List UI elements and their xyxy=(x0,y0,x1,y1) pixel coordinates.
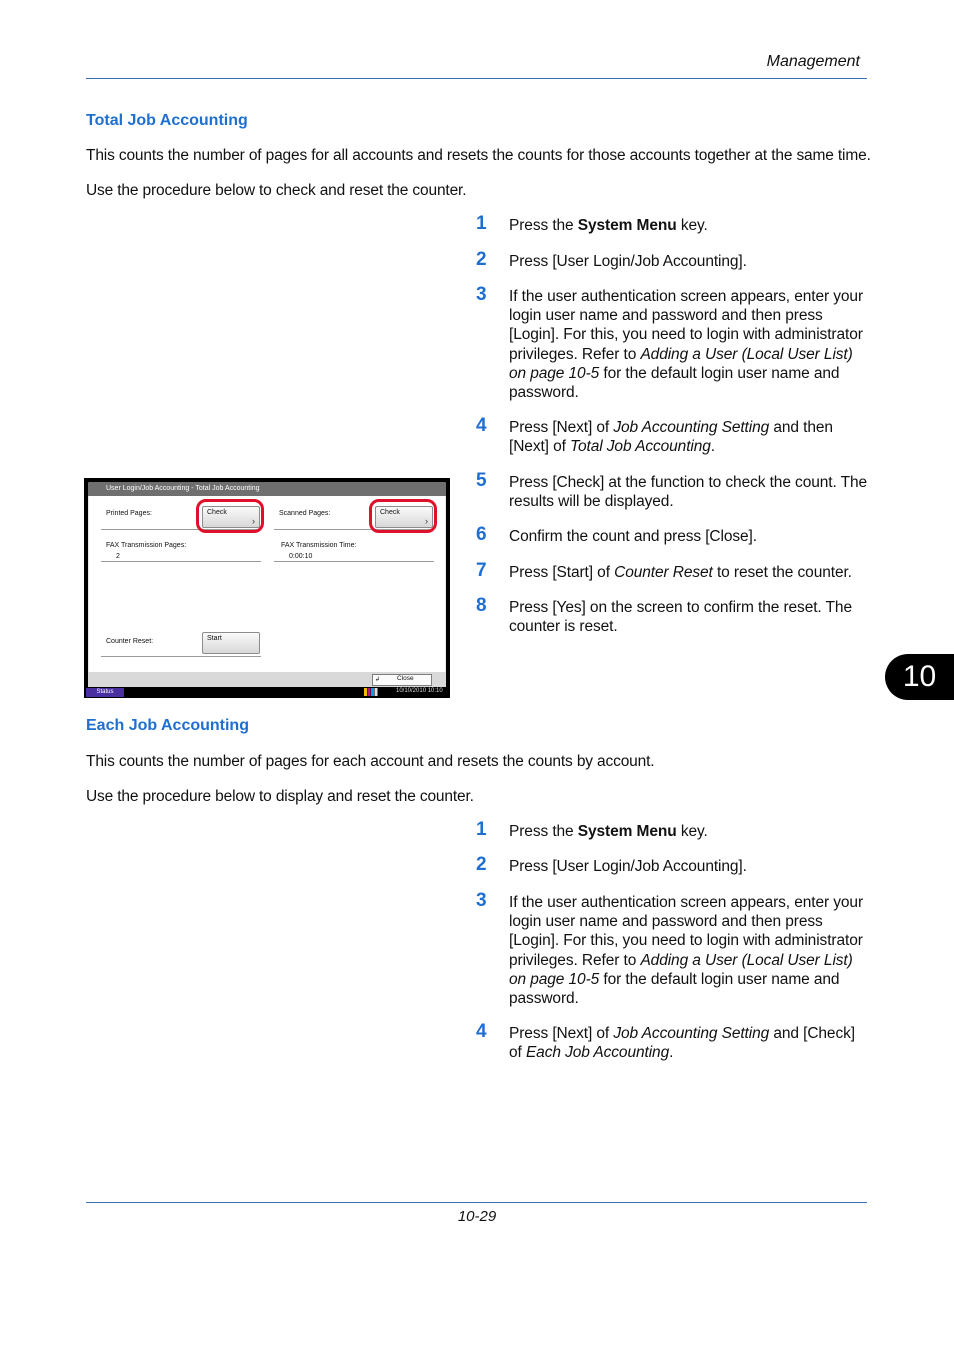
step-text: Press [Next] of Job Accounting Setting and [Check] of Each Job Accounting. xyxy=(509,1025,855,1062)
step-number: 2 xyxy=(476,249,487,270)
step-number: 4 xyxy=(476,1021,487,1042)
step-number: 5 xyxy=(476,470,487,491)
chapter-tab: 10 xyxy=(885,654,954,700)
step-number: 4 xyxy=(476,415,487,436)
step-text: Press [User Login/Job Accounting]. xyxy=(509,858,747,875)
step-text: Press [Start] of Counter Reset to reset the counter. xyxy=(509,564,852,581)
section-procedure-total: Use the procedure below to check and reset the counter. xyxy=(86,182,467,199)
step-number: 1 xyxy=(476,213,487,234)
step-item xyxy=(476,890,871,1008)
step-text: Confirm the count and press [Close]. xyxy=(509,528,757,545)
step-number: 2 xyxy=(476,854,487,875)
highlight-circle xyxy=(196,499,264,533)
step-item xyxy=(476,249,871,271)
step-number: 7 xyxy=(476,560,487,581)
close-button[interactable]: ↲ Close xyxy=(372,674,432,686)
step-item xyxy=(476,213,871,235)
section-intro-each: This counts the number of pages for each account and resets the counts by account. xyxy=(86,753,655,770)
screen-panel xyxy=(88,482,446,687)
step-number: 3 xyxy=(476,890,487,911)
step-text: Press [Next] of Job Accounting Setting and then [Next] of Total Job Accounting. xyxy=(509,419,833,456)
counter-reset-label: Counter Reset: xyxy=(106,638,154,645)
running-header: Management xyxy=(766,53,860,70)
step-text: Press the System Menu key. xyxy=(509,823,708,840)
step-number: 6 xyxy=(476,524,487,545)
divider xyxy=(101,561,261,562)
device-screen-screenshot xyxy=(84,478,450,698)
check-printed-button[interactable]: Check › xyxy=(202,506,260,528)
fax-time-label: FAX Transmission Time: xyxy=(281,542,357,549)
section-heading-total: Total Job Accounting xyxy=(86,112,248,129)
footer-rule xyxy=(86,1202,867,1203)
step-text: Press the System Menu key. xyxy=(509,217,708,234)
toner-status-icon xyxy=(364,688,378,696)
step-text: Press [Yes] on the screen to confirm the reset. The counter is reset. xyxy=(509,599,852,636)
screen-content xyxy=(89,496,445,672)
step-item xyxy=(476,854,871,876)
chevron-right-icon: › xyxy=(425,516,428,526)
step-item xyxy=(476,560,871,582)
step-item xyxy=(476,819,871,841)
step-item xyxy=(476,595,871,636)
step-text: Press [Check] at the function to check the count. The results will be displayed. xyxy=(509,474,868,511)
start-reset-button[interactable]: Start xyxy=(202,632,260,654)
fax-time-value: 0:00:10 xyxy=(289,553,313,560)
return-icon: ↲ xyxy=(375,677,381,683)
step-number: 3 xyxy=(476,284,487,305)
step-text: If the user authentication screen appears, enter your login user name and password and then press [Login]. For this, you need to login with administrator privileges. Refer to Adding a User (Local User List) on page 10-5 for the default login user name and password. xyxy=(509,288,864,402)
step-item xyxy=(476,284,871,402)
divider xyxy=(101,656,261,657)
header-rule xyxy=(86,78,867,79)
highlight-circle xyxy=(369,499,437,533)
step-number: 8 xyxy=(476,595,487,616)
step-number: 1 xyxy=(476,819,487,840)
step-item xyxy=(476,1021,871,1062)
status-button[interactable]: Status xyxy=(86,688,124,697)
fax-pages-value: 2 xyxy=(116,553,120,560)
section-intro-total: This counts the number of pages for all accounts and resets the counts for those accounts together at the same time. xyxy=(86,147,871,164)
screen-datetime: 10/10/2010 10:10 xyxy=(396,688,443,694)
section-procedure-each: Use the procedure below to display and reset the counter. xyxy=(86,788,474,805)
cross-reference-link[interactable]: Adding a User (Local User List) on page 10-5 xyxy=(509,345,853,382)
step-item xyxy=(476,415,871,456)
screen-titlebar: User Login/Job Accounting - Total Job Accounting xyxy=(88,482,446,496)
divider xyxy=(274,561,434,562)
chevron-right-icon: › xyxy=(252,516,255,526)
section-heading-each: Each Job Accounting xyxy=(86,717,249,734)
step-text: Press [User Login/Job Accounting]. xyxy=(509,253,747,270)
fax-pages-label: FAX Transmission Pages: xyxy=(106,542,187,549)
step-item xyxy=(476,524,871,546)
scanned-pages-label: Scanned Pages: xyxy=(279,510,331,517)
printed-pages-label: Printed Pages: xyxy=(106,510,152,517)
step-item xyxy=(476,470,871,511)
step-text: If the user authentication screen appears, enter your login user name and password and then press [Login]. For this, you need to login with administrator privileges. Refer to Adding a User (Local User List) on page 10-5 for the default login user name and password. xyxy=(509,894,864,1008)
cross-reference-link[interactable]: Adding a User (Local User List) on page 10-5 xyxy=(509,951,853,988)
check-scanned-button[interactable]: Check › xyxy=(375,506,433,528)
page-number: 10-29 xyxy=(457,1208,497,1225)
screen-bottombar xyxy=(88,672,446,687)
